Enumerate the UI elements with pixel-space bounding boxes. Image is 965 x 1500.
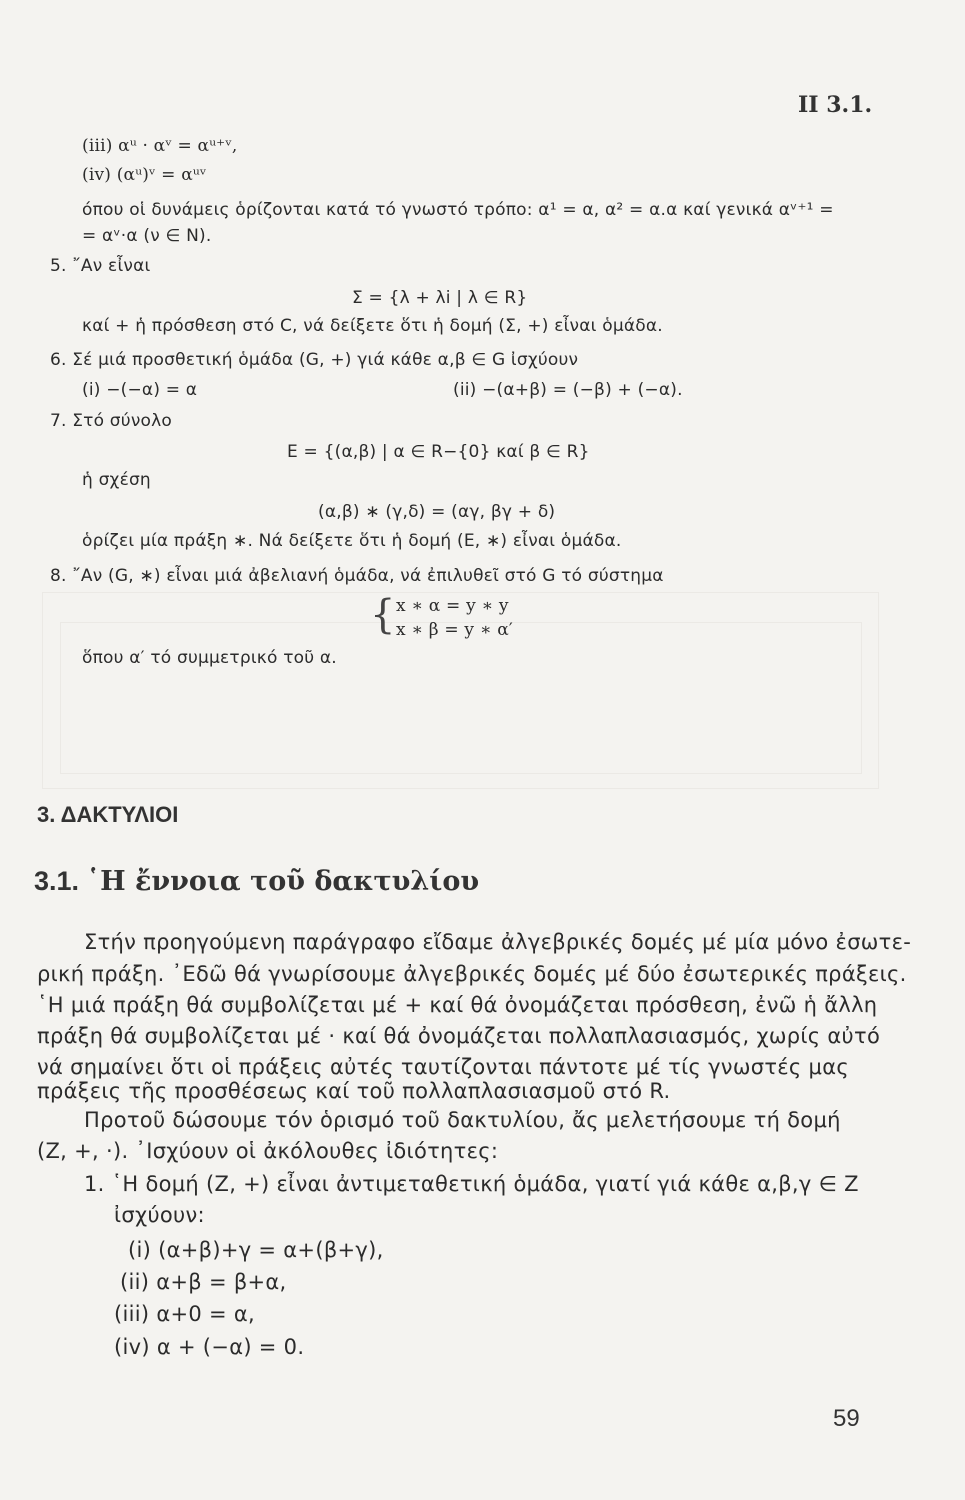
exercise-8-equation-2: x ∗ β = y ∗ α′ <box>396 620 513 640</box>
bleed-through-box-inner <box>60 622 862 774</box>
subsection-heading <box>34 866 479 897</box>
item1-line1: 1. ῾Η δομή (Z, +) εἶναι ἀντιμεταθετική ὁμάδα, γιατί γιά κάθε α,β,γ ∈ Z <box>84 1172 859 1196</box>
exercise-6-i: (i) −(−α) = α <box>82 380 198 400</box>
exercise-6-ii: (ii) −(α+β) = (−β) + (−α). <box>453 380 683 400</box>
exercise-5-text: καί + ἡ πρόσθεση στό C, νά δείξετε ὅτι ἡ δομή (Σ, +) εἶναι ὁμάδα. <box>82 316 663 336</box>
exercise-6-text: 6. Σέ μιά προσθετική ὁμάδα (G, +) γιά κάθε α,β ∈ G ἰσχύουν <box>50 350 579 370</box>
exercise-7-operation: (α,β) ∗ (γ,δ) = (αγ, βγ + δ) <box>318 502 556 522</box>
section-reference: II 3.1. <box>798 92 873 118</box>
exercise-7-set: E = {(α,β) | α ∈ R−{0} καί β ∈ R} <box>287 442 590 462</box>
exercise-4-iii: (iii) αᵘ · αᵛ = αᵘ⁺ᵛ, <box>82 136 238 156</box>
paragraph2-line2: (Z, +, ·). ᾿Ισχύουν οἱ ἀκόλουθες ἰδιότητες: <box>37 1139 499 1163</box>
exercise-7-relation: ἡ σχέση <box>82 470 151 490</box>
exercise-8-text: 8. ῎Αν (G, ∗) εἶναι μιά ἀβελιανή ὁμάδα, νά ἐπιλυθεῖ στό G τό σύστημα <box>50 566 664 586</box>
paragraph1-line3: ῾Η μιά πράξη θά συμβολίζεται μέ + καί θά ὀνομάζεται πρόσθεση, ἐνῶ ἡ ἄλλη <box>37 993 878 1017</box>
exercise-7-text: ὁρίζει μία πράξη ∗. Νά δείξετε ὅτι ἡ δομή (E, ∗) εἶναι ὁμάδα. <box>82 531 622 551</box>
exercise-8-equation-1: x ∗ α = y ∗ y <box>396 596 509 616</box>
exercise-5-intro: 5. ῎Αν εἶναι <box>50 256 151 276</box>
property-iv: (iv) α + (−α) = 0. <box>114 1335 305 1359</box>
subsection-number: 3.1. <box>34 866 80 896</box>
powers-definition-line1: όπου οἱ δυνάμεις ὁρίζονται κατά τό γνωστό τρόπο: α¹ = α, α² = α.α καί γενικά αᵛ⁺¹ = <box>82 200 834 220</box>
chapter-heading: 3. ΔΑΚΤΥΛΙΟΙ <box>37 802 179 827</box>
item1-line2: ἰσχύουν: <box>114 1203 205 1227</box>
property-i: (i) (α+β)+γ = α+(β+γ), <box>128 1238 384 1262</box>
exercise-4-iv: (iv) (αᵘ)ᵛ = αᵘᵛ <box>82 165 207 185</box>
paragraph1-line5: νά σημαίνει ὅτι οἱ πράξεις αὐτές ταυτίζονται πάντοτε μέ τίς γνωστές μας <box>37 1055 849 1079</box>
paragraph1-line4: πράξη θά συμβολίζεται μέ · καί θά ὀνομάζεται πολλαπλασιασμός, χωρίς αὐτό <box>37 1024 881 1048</box>
exercise-8-note: ὅπου α′ τό συμμετρικό τοῦ α. <box>82 648 337 668</box>
paragraph1-line1: Στήν προηγούμενη παράγραφο εἴδαμε ἀλγεβρικές δομές μέ μία μόνο ἐσωτε- <box>84 930 912 954</box>
subsection-title: ῾Η ἔννοια τοῦ δακτυλίου <box>86 866 480 897</box>
powers-definition-line2: = αᵛ·α (ν ∈ N). <box>82 226 212 246</box>
exercise-7-intro: 7. Στό σύνολο <box>50 411 172 431</box>
paragraph2-line1: Προτοῦ δώσουμε τόν ὁρισμό τοῦ δακτυλίου, ἄς μελετήσουμε τή δομή <box>84 1108 841 1132</box>
paragraph1-line2: ρική πράξη. ᾿Εδῶ θά γνωρίσουμε ἀλγεβρικές δομές μέ δύο ἐσωτερικές πράξεις. <box>37 962 907 986</box>
exercise-5-set: Σ = {λ + λi | λ ∈ R} <box>352 288 528 308</box>
page-number: 59 <box>833 1405 860 1432</box>
property-iii: (iii) α+0 = α, <box>114 1302 256 1326</box>
system-brace: { <box>370 592 396 638</box>
paragraph1-line6: πράξεις τῆς προσθέσεως καί τοῦ πολλαπλασιασμοῦ στό R. <box>37 1079 671 1103</box>
property-ii: (ii) α+β = β+α, <box>120 1270 287 1294</box>
